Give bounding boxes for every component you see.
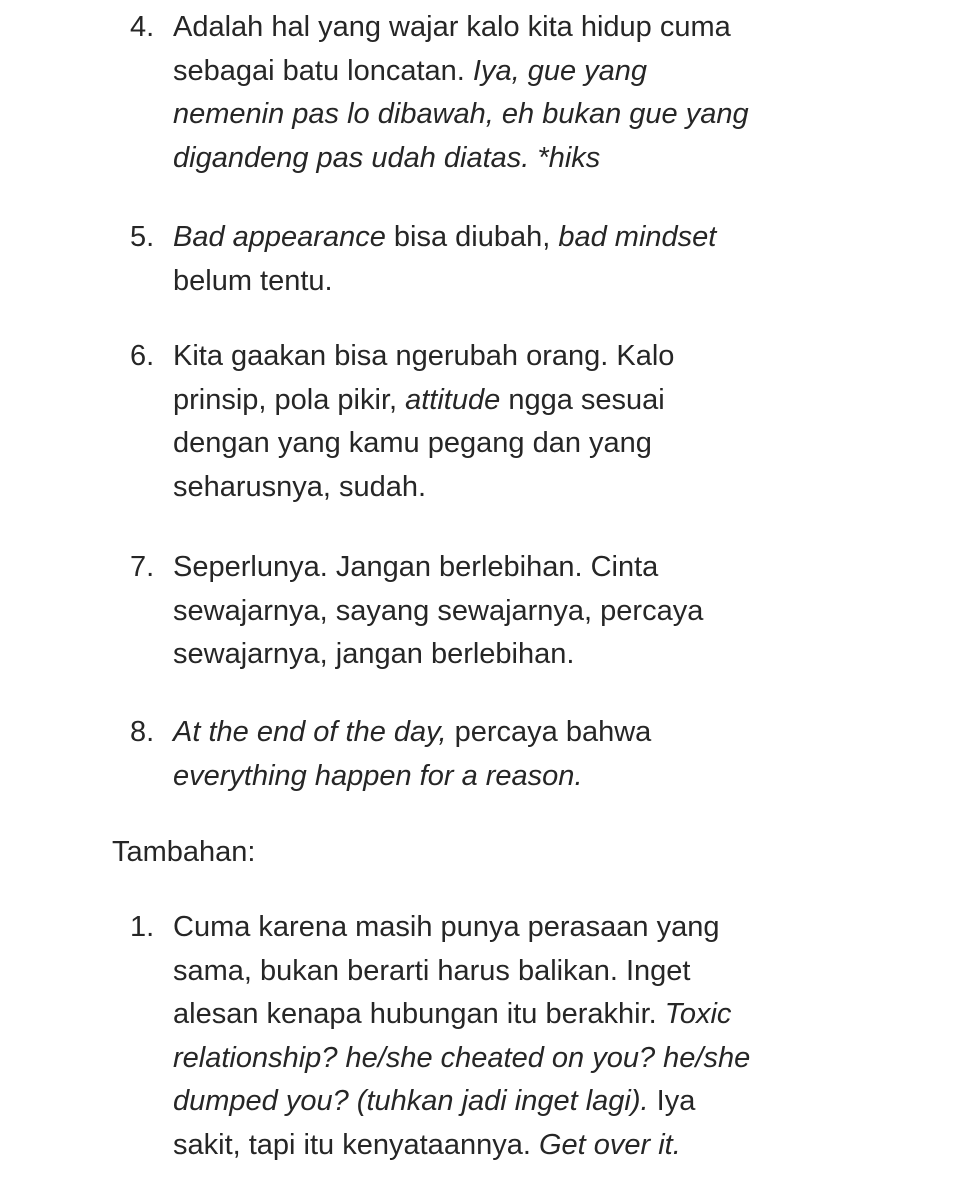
plain-text: sewajarnya, sayang sewajarnya, percaya — [173, 594, 704, 627]
plain-text: bisa diubah, — [385, 221, 559, 253]
text-line — [173, 466, 830, 510]
text-line — [173, 590, 830, 634]
list-item-text — [173, 906, 830, 1167]
italic-text: nemenin pas lo dibawah, eh bukan gue yang — [173, 98, 749, 130]
list-number: 7. — [130, 551, 155, 583]
list-number: 8. — [130, 716, 155, 748]
list-number: 5. — [130, 221, 155, 253]
text-line — [173, 137, 830, 181]
plain-text: ngga sesuai — [500, 383, 665, 416]
italic-text: Iya, gue yang — [472, 54, 648, 87]
italic-text: Toxic — [664, 998, 732, 1030]
italic-text: digandeng pas udah diatas. *hiks — [173, 141, 601, 174]
text-line — [173, 950, 830, 994]
text-line — [173, 93, 830, 137]
plain-text: sebagai batu loncatan. — [173, 54, 473, 87]
italic-text: bad mindset — [558, 221, 717, 253]
text-line — [173, 711, 830, 755]
plain-text: Cuma karena masih punya perasaan yang — [173, 911, 720, 943]
italic-text: everything happen for a reason. — [173, 759, 583, 792]
text-line — [173, 216, 830, 260]
plain-text: sama, bukan berarti harus balikan. Inget — [173, 954, 691, 987]
italic-text: dumped you? (tuhkan jadi inget lagi). — [173, 1085, 649, 1117]
list-item-8 — [130, 711, 830, 798]
list-number: 6. — [130, 340, 155, 372]
text-line — [173, 260, 830, 304]
list-item-text — [173, 216, 830, 303]
text-line — [173, 755, 830, 799]
plain-text: sakit, tapi itu kenyataannya. — [173, 1128, 539, 1161]
section-heading: Tambahan: — [112, 836, 256, 868]
plain-text: Iya — [648, 1085, 696, 1117]
list-item-4 — [130, 6, 830, 180]
text-line — [173, 993, 830, 1037]
plain-text: belum tentu. — [173, 264, 333, 297]
text-line — [173, 1080, 830, 1124]
list-item-5 — [130, 216, 830, 303]
list-item-text — [173, 6, 830, 180]
italic-text: attitude — [405, 383, 501, 416]
plain-text: Seperlunya. Jangan berlebihan. Cinta — [173, 551, 659, 583]
plain-text: prinsip, pola pikir, — [173, 383, 406, 416]
list-number: 4. — [130, 11, 155, 43]
plain-text: sewajarnya, jangan berlebihan. — [173, 638, 575, 670]
italic-text: relationship? he/she cheated on you? he/she — [173, 1041, 751, 1074]
plain-text: dengan yang kamu pegang dan yang — [173, 427, 652, 459]
text-line — [173, 1124, 830, 1168]
text-line — [173, 335, 830, 379]
italic-text: Get over it. — [538, 1128, 681, 1161]
text-line — [173, 379, 830, 423]
text-line — [173, 6, 830, 50]
list-number: 1. — [130, 911, 155, 943]
additional-list-item-1 — [130, 906, 830, 1167]
plain-text: percaya bahwa — [446, 716, 652, 748]
plain-text: seharusnya, sudah. — [173, 470, 427, 503]
italic-text: At the end of the day, — [173, 716, 447, 748]
list-item-text — [173, 546, 830, 677]
italic-text: Bad appearance — [173, 221, 386, 253]
plain-text: alesan kenapa hubungan itu berakhir. — [173, 998, 665, 1030]
text-line — [173, 50, 830, 94]
list-item-7 — [130, 546, 830, 677]
text-line — [173, 1037, 830, 1081]
text-line — [173, 546, 830, 590]
text-line — [173, 633, 830, 677]
text-line — [173, 422, 830, 466]
plain-text: Kita gaakan bisa ngerubah orang. Kalo — [173, 340, 675, 372]
plain-text: Adalah hal yang wajar kalo kita hidup cuma — [173, 11, 731, 43]
list-item-text — [173, 711, 830, 798]
text-line — [173, 906, 830, 950]
list-item-6 — [130, 335, 830, 509]
list-item-text — [173, 335, 830, 509]
